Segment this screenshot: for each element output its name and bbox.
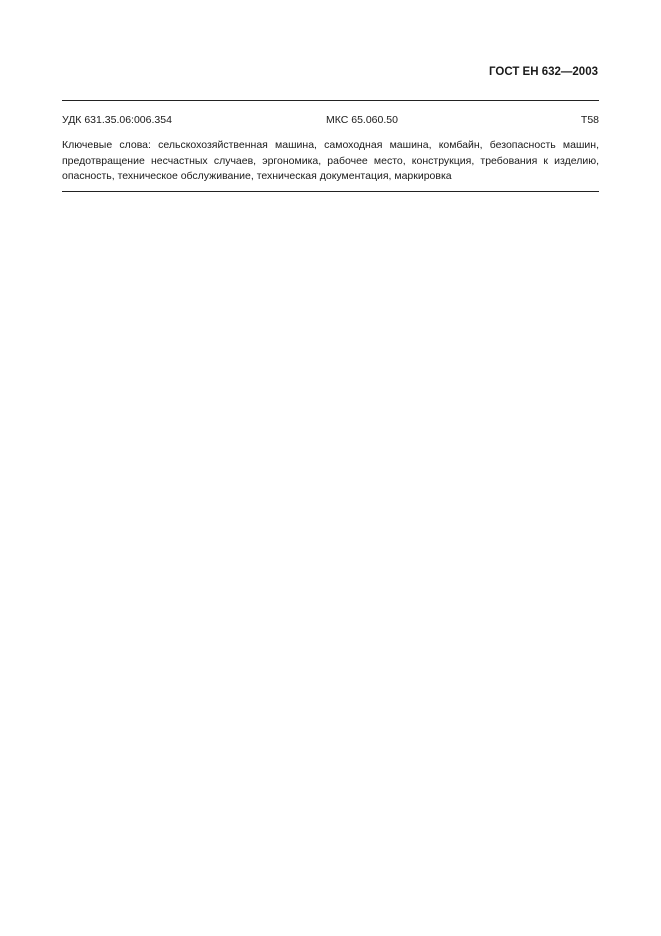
- keywords-block: [62, 138, 599, 185]
- classification-row: [62, 114, 599, 128]
- bottom-divider: [62, 191, 599, 192]
- udk-code: УДК 631.35.06:006.354: [62, 114, 172, 126]
- mks-code: МКС 65.060.50: [326, 114, 398, 126]
- document-code: ГОСТ ЕН 632—2003: [489, 66, 598, 78]
- keywords-line: опасность, техническое обслуживание, техническая документация, маркировка: [62, 170, 452, 182]
- group-code: Т58: [580, 114, 599, 126]
- keywords-line: Ключевые слова: сельскохозяйственная машина, самоходная машина, комбайн, безопасность машин,: [62, 139, 599, 151]
- top-divider: [62, 100, 599, 101]
- keywords-line: предотвращение несчастных случаев, эргономика, рабочее место, конструкция, требования к изделию,: [62, 154, 599, 167]
